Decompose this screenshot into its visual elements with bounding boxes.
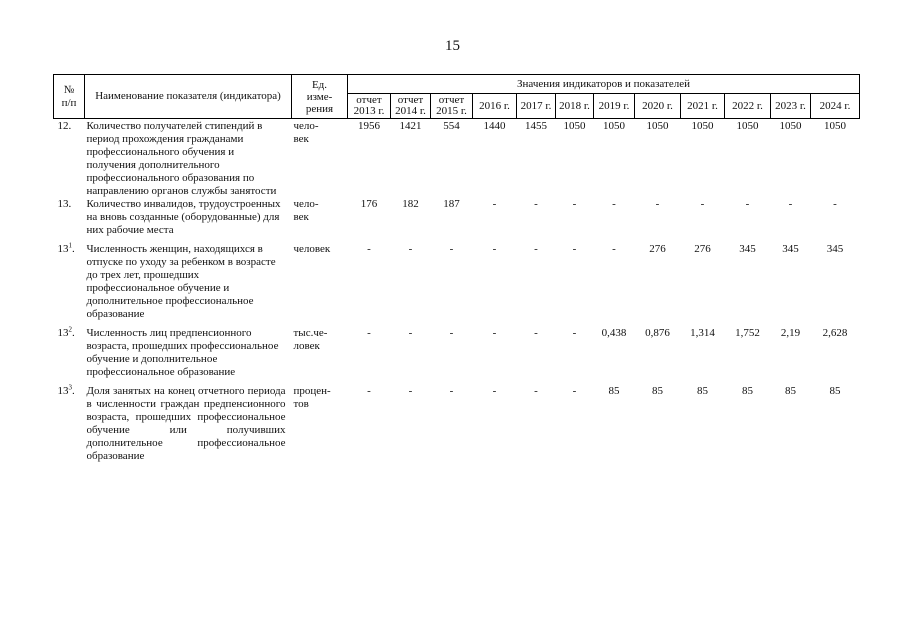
table-body xyxy=(54,119,860,464)
table-row xyxy=(54,119,860,199)
value-cell: - xyxy=(367,243,371,255)
value-cell: - xyxy=(449,385,454,397)
value-cell: 85 xyxy=(829,385,841,397)
value-cell: - xyxy=(572,243,577,255)
header-year: 2016 г. xyxy=(473,94,517,119)
value-cell: - xyxy=(492,385,497,397)
value-cell: 1455 xyxy=(525,120,547,132)
value-cell: 1421 xyxy=(399,120,422,132)
value-cell: 85 xyxy=(652,385,663,397)
value-cell: 2,19 xyxy=(780,327,801,339)
value-cell: - xyxy=(449,327,454,339)
value-cell: 1,752 xyxy=(735,327,760,339)
header-year: 2017 г. xyxy=(517,94,556,119)
indicator-name: Численность лиц предпенсионного возраста, прошедших профессиональное обучение и дополнительное профессиональное образование xyxy=(86,327,279,378)
indicator-unit: процен- тов xyxy=(293,385,331,410)
header-year: 2023 г. xyxy=(771,94,811,119)
value-cell: - xyxy=(408,243,413,255)
value-cell: 1050 xyxy=(563,120,586,132)
value-cell: - xyxy=(534,198,538,210)
value-cell: 1440 xyxy=(483,120,506,132)
indicator-unit: человек xyxy=(293,243,331,255)
value-cell: 1050 xyxy=(691,120,714,132)
table-row xyxy=(54,385,860,463)
value-cell: - xyxy=(788,198,793,210)
value-cell: - xyxy=(367,327,371,339)
row-number-superscript: 3 xyxy=(68,383,72,392)
value-cell: 1,314 xyxy=(690,327,715,339)
value-cell: - xyxy=(534,243,538,255)
indicator-name: Количество инвалидов, трудоустроенных на вновь созданные (оборудованные) для них рабочие места xyxy=(86,198,281,236)
value-cell: - xyxy=(367,385,371,397)
row-number: $13^1$. xyxy=(57,241,75,255)
value-cell: - xyxy=(612,243,616,255)
table-row xyxy=(54,243,860,321)
value-cell: - xyxy=(572,385,577,397)
value-cell: 345 xyxy=(739,243,756,255)
value-cell: 0,438 xyxy=(601,327,627,339)
value-cell: 1050 xyxy=(779,120,802,132)
value-cell: 187 xyxy=(443,198,460,210)
header-year: отчет 2013 г. xyxy=(348,94,391,119)
value-cell: 0,876 xyxy=(645,327,670,339)
value-cell: - xyxy=(612,198,616,210)
indicator-name: Доля занятых на конец отчетного периода в численности граждан предпенсионного возраста, прошедших профессиональное обучение или получивших дополнительное профессиональное образование xyxy=(86,385,286,462)
value-cell: 345 xyxy=(782,243,799,255)
value-cell: 345 xyxy=(826,243,844,255)
page-number: 15 xyxy=(445,38,460,54)
value-cell: 1050 xyxy=(736,120,759,132)
value-cell: - xyxy=(449,243,454,255)
value-cell: - xyxy=(572,198,577,210)
indicator-name: Количество получателей стипендий в период прохождения гражданами профессионального обучения и получения дополнительного профессионального образования по направлению органов службы занятости xyxy=(86,120,277,197)
header-year: 2018 г. xyxy=(556,94,594,119)
value-cell: - xyxy=(408,385,413,397)
value-cell: 85 xyxy=(608,385,620,397)
value-cell: - xyxy=(492,198,497,210)
table-row xyxy=(54,327,860,379)
header-year: отчет 2015 г. xyxy=(431,94,473,119)
value-cell: - xyxy=(534,327,538,339)
value-cell: 2,628 xyxy=(822,327,848,339)
header-year: 2024 г. xyxy=(811,94,860,119)
value-cell: - xyxy=(408,327,413,339)
value-cell: - xyxy=(700,198,705,210)
value-cell: 1050 xyxy=(603,120,625,132)
value-cell: 85 xyxy=(697,385,708,397)
value-cell: 554 xyxy=(443,120,460,132)
value-cell: - xyxy=(745,198,750,210)
value-cell: - xyxy=(655,198,660,210)
header-name: Наименование показателя (индикатора) xyxy=(85,75,292,119)
indicators-table xyxy=(53,74,860,463)
value-cell: - xyxy=(572,327,577,339)
row-number: $13^3$. xyxy=(57,383,75,397)
value-cell: 85 xyxy=(785,385,796,397)
row-number: $13^2$. xyxy=(57,325,75,339)
value-cell: 1050 xyxy=(824,120,846,132)
value-cell: 1050 xyxy=(646,120,669,132)
row-number-superscript: 2 xyxy=(68,325,72,334)
value-cell: 276 xyxy=(649,243,666,255)
header-year: 2020 г. xyxy=(635,94,681,119)
indicator-name: Численность женщин, находящихся в отпуске по уходу за ребенком в возрасте до трех лет, прошедших профессиональное обучение и дополнительное профессиональное образование xyxy=(86,243,276,320)
value-cell: - xyxy=(492,243,497,255)
header-year: 2021 г. xyxy=(681,94,725,119)
row-number-superscript: 1 xyxy=(68,241,72,250)
value-cell: - xyxy=(534,385,538,397)
value-cell: 182 xyxy=(402,198,419,210)
value-cell: 1956 xyxy=(358,120,380,132)
row-number: 13. xyxy=(57,198,72,210)
value-cell: 276 xyxy=(694,243,711,255)
indicator-unit: тыс.че- ловек xyxy=(293,327,328,352)
header-num: № п/п xyxy=(54,75,85,119)
row-number: 12. xyxy=(57,120,72,132)
table-header xyxy=(54,75,860,119)
value-cell: 85 xyxy=(742,385,753,397)
header-year: 2019 г. xyxy=(594,94,635,119)
value-cell: - xyxy=(833,198,837,210)
value-cell: 176 xyxy=(360,198,378,210)
indicator-unit: чело- век xyxy=(293,198,319,223)
header-year: 2022 г. xyxy=(725,94,771,119)
table-row xyxy=(54,198,860,237)
header-values-group: Значения индикаторов и показателей xyxy=(348,75,860,94)
indicator-unit: чело- век xyxy=(293,120,319,145)
header-year: отчет 2014 г. xyxy=(391,94,431,119)
value-cell: - xyxy=(492,327,497,339)
header-unit: Ед. изме- рения xyxy=(292,75,348,119)
